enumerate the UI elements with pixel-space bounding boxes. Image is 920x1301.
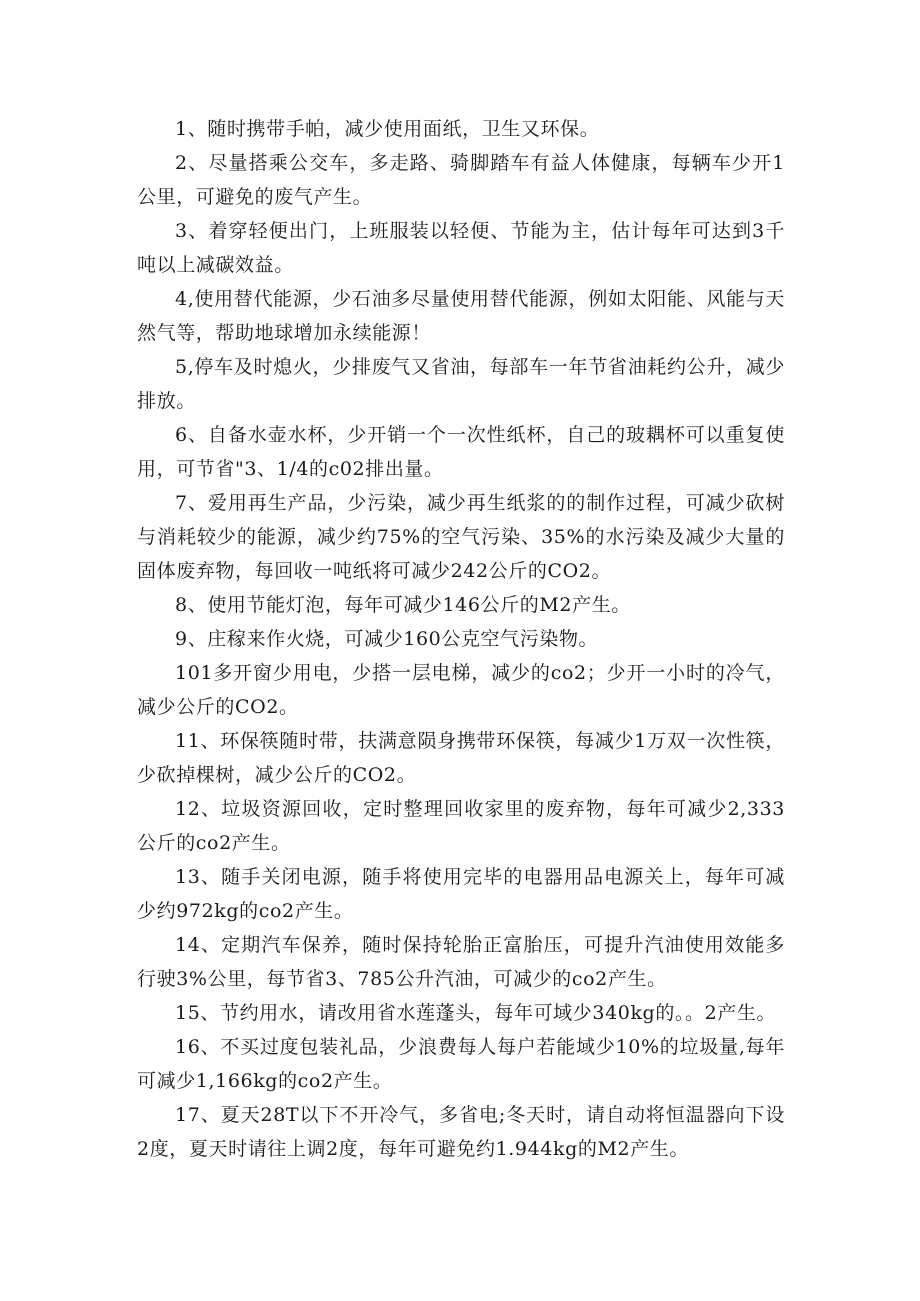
paragraph-17: 17、夏天28T以下不开冷气，多省电;冬天时，请自动将恒温器向下设2度，夏天时请往上调2度，每年可避免约1.944kg的M2产生。 [137,1104,785,1160]
paragraph-10: 101多开窗少用电，少搭一层电梯，减少的co2；少开一小时的冷气，减少公斤的CO2。 [137,662,785,718]
paragraph-8: 8、使用节能灯泡，每年可减少146公斤的M2产生。 [175,594,631,616]
paragraph-9: 9、庄稼来作火烧，可减少160公克空气污染物。 [175,628,599,650]
paragraph-13: 13、随手关闭电源，随手将使用完毕的电器用品电源关上，每年可减少约972kg的co2产生。 [137,866,785,922]
paragraph-14: 14、定期汽车保养，随时保持轮胎正富胎压，可提升汽油使用效能多行驶3%公里，每节省3、785公升汽油，可减少的co2产生。 [137,934,785,990]
paragraph-15: 15、节约用水，请改用省水莲蓬头，每年可域少340kg的。。2产生。 [175,1002,777,1024]
paragraph-11: 11、环保筷随时带，扶满意陨身携带环保筷，每减少1万双一次性筷，少砍掉棵树，减少公斤的CO2。 [137,730,785,786]
document-body [137,112,785,1166]
paragraph-16: 16、不买过度包装礼品，少浪费每人每户若能域少10%的垃圾量,每年可减少1,166kg的co2产生。 [137,1036,785,1092]
paragraph-3: 3、着穿轻便出门，上班服装以轻便、节能为主，估计每年可达到3千吨以上减碳效益。 [137,220,785,276]
paragraph-12: 12、垃圾资源回收，定时整理回收家里的废弃物，每年可减少2,333公斤的co2产生。 [137,798,785,854]
paragraph-4: 4,使用替代能源，少石油多尽量使用替代能源，例如太阳能、风能与天然气等，帮助地球增加永续能源！ [137,288,785,344]
paragraph-5: 5,停车及时熄火，少排废气又省油，每部车一年节省油耗约公升，减少排放。 [137,356,785,412]
paragraph-2: 2、尽量搭乘公交车，多走路、骑脚踏车有益人体健康，每辆车少开1公里，可避免的废气产生。 [137,152,785,208]
paragraph-1: 1、随时携带手帕，减少使用面纸，卫生又环保。 [175,118,600,140]
paragraph-6: 6、自备水壶水杯，少开销一个一次性纸杯，自己的玻耦杯可以重复使用，可节省"3、1/4的c02排出量。 [137,424,785,480]
paragraph-7: 7、爱用再生产品，少污染，减少再生纸浆的的制作过程，可减少砍树与消耗较少的能源，减少约75%的空气污染、35%的水污染及减少大量的固体废弃物，每回收一吨纸将可减少242公斤的CO2。 [137,492,785,582]
